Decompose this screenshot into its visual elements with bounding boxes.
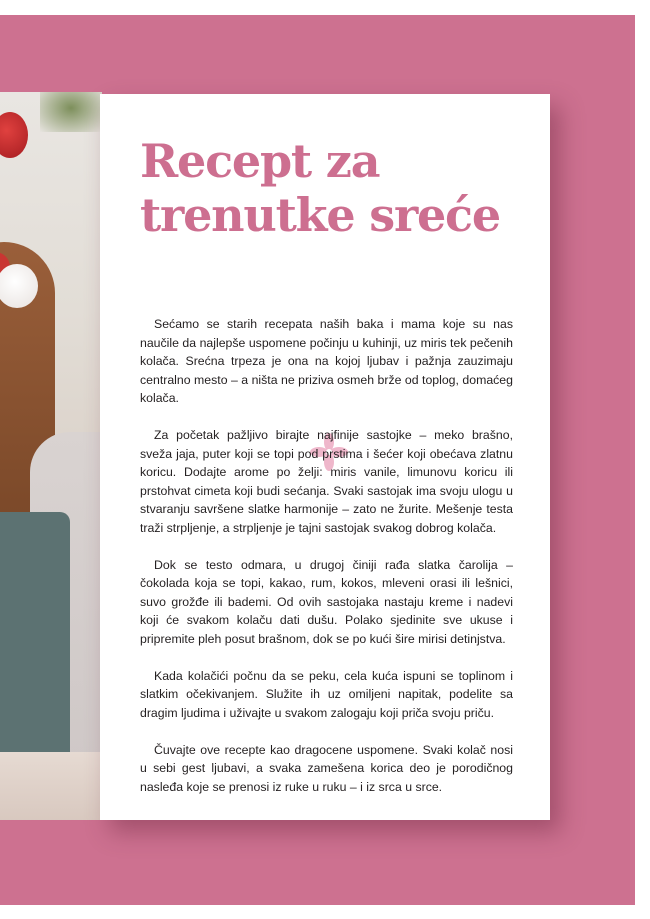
article-body [140,315,513,815]
paragraph: Kada kolačići počnu da se peku, cela kuća ispuni se toplinom i slatkim očekivanjem. Služite ih uz omiljeni napitak, podelite sa dragim ljudima i uživajte u svakom zalogaju koji priča svoju priču. [140,668,513,720]
paragraph: Za početak pažljivo birajte najfinije sastojke – meko brašno, sveža jaja, puter koji se topi pod prstima i šećer koji obećava zlatnu koricu. Dodajte arome po želji: miris vanile, limunovu koricu ili prstohvat cimeta koji budi sećanja. Svaki sastojak ima svoju ulogu u stvaranju savršene slatke harmonije – zato ne žurite. Mešenje testa traži strpljenje, a strpljenje je tajni sastojak svakog dobrog kolača. [140,428,513,535]
paragraph: Sećamo se starih recepata naših baka i mama koje su nas naučile da najlepše uspomene počinju u kuhinji, uz miris tek pečenih kolača. Srećna trpeza je ona na kojoj ljubav i pažnja zauzimaju centralno mesto – a ništa ne priziva osmeh brže od toplog, domaćeg kolača. [140,317,513,405]
photo-greenery [40,92,102,132]
paragraph: Dok se testo odmara, u drugoj činiji rađa slatka čarolija – čokolada koja se topi, kakao, rum, kokos, mleveni orasi ili lešnici, suvo grožđe ili bademi. Od ovih sastojaka nastaju kreme i nadevi koji će svakom kolaču dati dušu. Polako sjedinite sve ukuse i pripremite pleh posut brašnom, dok se po kući šire mirisi detinjstva. [140,557,513,646]
photo-table [0,752,102,820]
baking-photo [0,92,102,820]
paragraph: Čuvajte ove recepte kao dragocene uspomene. Svaki kolač nosi u sebi gest ljubavi, a svaka zamešena korica deo je porodičnog nasleđa koje se prenosi iz ruke u ruku – i iz srca u srce. [140,742,513,794]
article-card [100,94,550,820]
article-title: Recept za trenutke sreće [140,134,500,242]
photo-apron [0,512,70,772]
christmas-ornament [0,112,28,158]
